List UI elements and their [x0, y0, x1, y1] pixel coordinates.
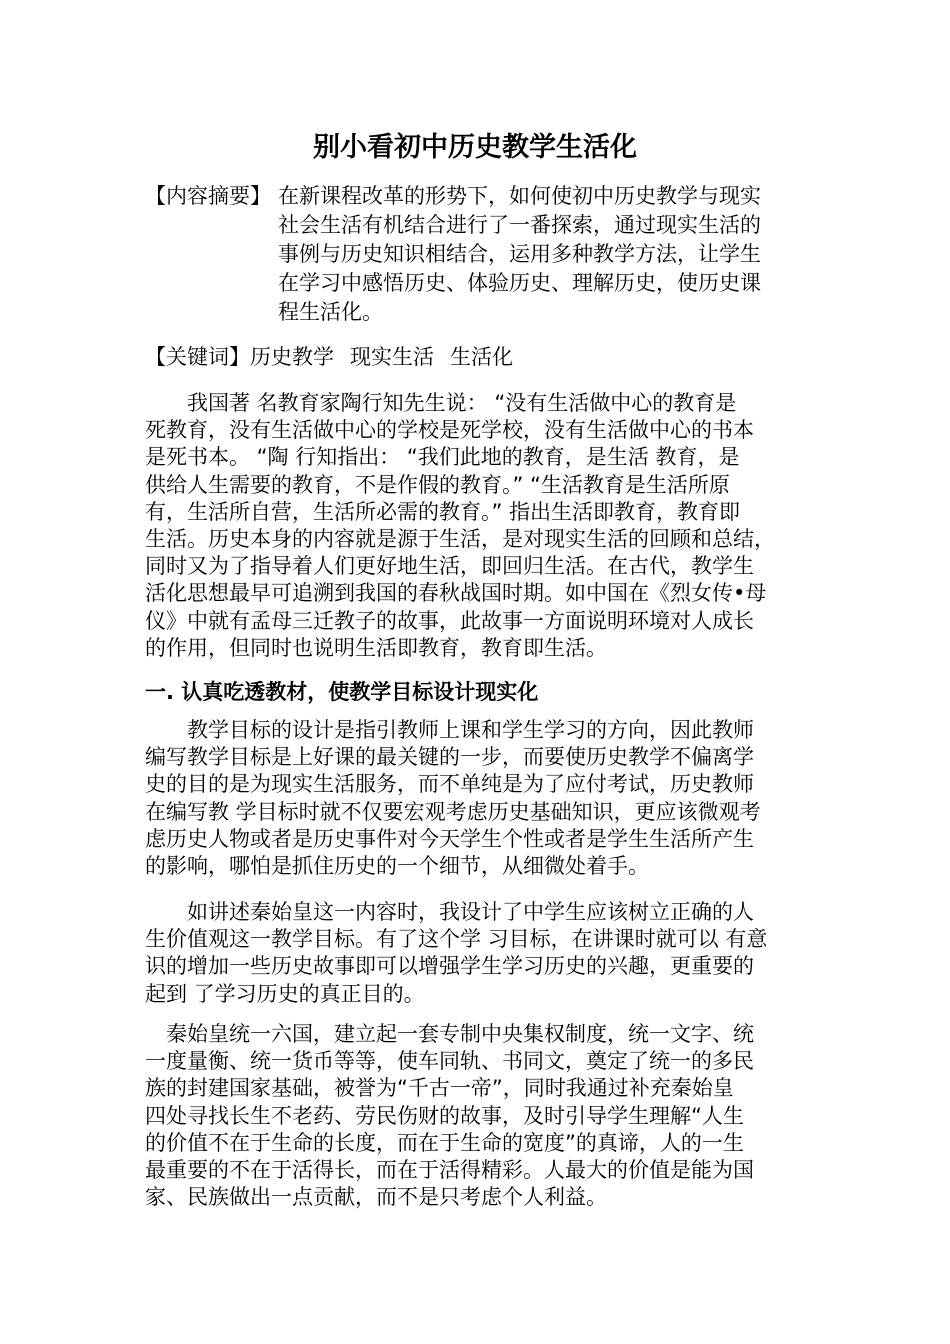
paragraph-line: 在编写教 学目标时就不仅要宏观考虑历史基础知识，更应该微观考 [145, 799, 761, 824]
keywords-section [145, 343, 529, 372]
paragraph-line: 生价值观这一教学目标。有了这个学 习目标，在讲课时就可以 有意 [145, 927, 768, 952]
paragraph-line: 虑历史人物或者是历史事件对今天学生个性或者是学生生活所产生 [145, 826, 754, 851]
paragraph-line: 同时又为了指导着人们更好地生活，即回归生活。在古代，教学生 [145, 554, 754, 579]
section-heading: 一. 认真吃透教材，使教学目标设计现实化 [145, 680, 539, 704]
paragraph-line: 识的增加一些历史故事即可以增强学生学习历史的兴趣，更重要的 [145, 954, 754, 979]
intro-paragraph [145, 390, 815, 662]
paragraph-line: 史的目的是为现实生活服务，而不单纯是为了应付考试，历史教师 [145, 772, 754, 797]
abstract-line: 程生活化。 [278, 300, 383, 324]
keyword: 现实生活 [350, 345, 434, 369]
paragraph-line: 如讲述秦始皇这一内容时，我设计了中学生应该树立正确的人 [145, 900, 754, 924]
paragraph-line: 的影响，哪怕是抓住历史的一个细节，从细微处着手。 [145, 854, 649, 879]
abstract-line: 在学习中感悟历史、体验历史、理解历史，使历史课 [278, 271, 761, 295]
paragraph-line: 我国著 名教育家陶行知先生说： “没有生活做中心的教育是 [145, 391, 737, 415]
paragraph-line: 生活。历史本身的内容就是源于生活，是对现实生活的回顾和总结， [145, 527, 775, 552]
paragraph-line: 一度量衡、统一货币等等，使车同轨、书同文，奠定了统一的多民 [145, 1049, 754, 1074]
paragraph-line: 有，生活所自营，生活所必需的教育。” 指出生活即教育，教育即 [145, 499, 741, 524]
body-paragraph [145, 899, 815, 1008]
paragraph-line: 是死书本。 “陶 行知指出： “我们此地的教育，是生活 教育，是 [145, 445, 740, 470]
abstract-body [278, 182, 803, 327]
paragraph-line: 仪》中就有孟母三迁教子的故事，此故事一方面说明环境对人成长 [145, 608, 754, 633]
paragraph-line: 家、民族做出一点贡献，而不是只考虑个人利益。 [145, 1185, 607, 1210]
paragraph-line: 四处寻找长生不老药、劳民伤财的故事，及时引导学生理解“人生 [145, 1103, 744, 1128]
paragraph-line: 秦始皇统一六国，建立起一套专制中央集权制度，统一文字、统 [145, 1022, 754, 1046]
paragraph-line: 死教育，没有生活做中心的学校是死学校，没有生活做中心的书本 [145, 418, 754, 443]
paragraph-line: 活化思想最早可追溯到我国的春秋战国时期。如中国在《烈女传•母 [145, 581, 767, 606]
body-paragraph [145, 717, 815, 880]
keyword: 生活化 [450, 345, 513, 369]
document-title: 别小看初中历史教学生活化 [313, 132, 637, 163]
paragraph-line: 供给人生需要的教育，不是作假的教育。” “生活教育是生活所原 [145, 472, 730, 497]
paragraph-line: 编写教学目标是上好课的最关键的一步，而要使历史教学不偏离学 [145, 745, 754, 770]
paragraph-line: 的作用，但同时也说明生活即教育，教育即生活。 [145, 635, 607, 660]
abstract-line: 事例与历史知识相结合，运用多种教学方法，让学生 [278, 242, 761, 266]
paragraph-line: 最重要的不在于活得长，而在于活得精彩。人最大的价值是能为国 [145, 1158, 754, 1183]
paragraph-line: 的价值不在于生命的长度，而在于生命的宽度”的真谛，人的一生 [145, 1130, 744, 1155]
keywords-label: 【关键词】 [145, 345, 250, 369]
paragraph-line: 起到 了学习历史的真正目的。 [145, 981, 425, 1006]
paragraph-line: 族的封建国家基础，被誉为“千古一帝”，同时我通过补充秦始皇 [145, 1076, 734, 1101]
abstract-label: 【内容摘要】 [145, 184, 271, 208]
keyword: 历史教学 [250, 345, 334, 369]
abstract-line: 社会生活有机结合进行了一番探索，通过现实生活的 [278, 213, 761, 237]
paragraph-line: 教学目标的设计是指引教师上课和学生学习的方向，因此教师 [145, 718, 754, 742]
body-paragraph [145, 1021, 815, 1211]
abstract-line: 在新课程改革的形势下，如何使初中历史教学与现实 [278, 184, 761, 208]
